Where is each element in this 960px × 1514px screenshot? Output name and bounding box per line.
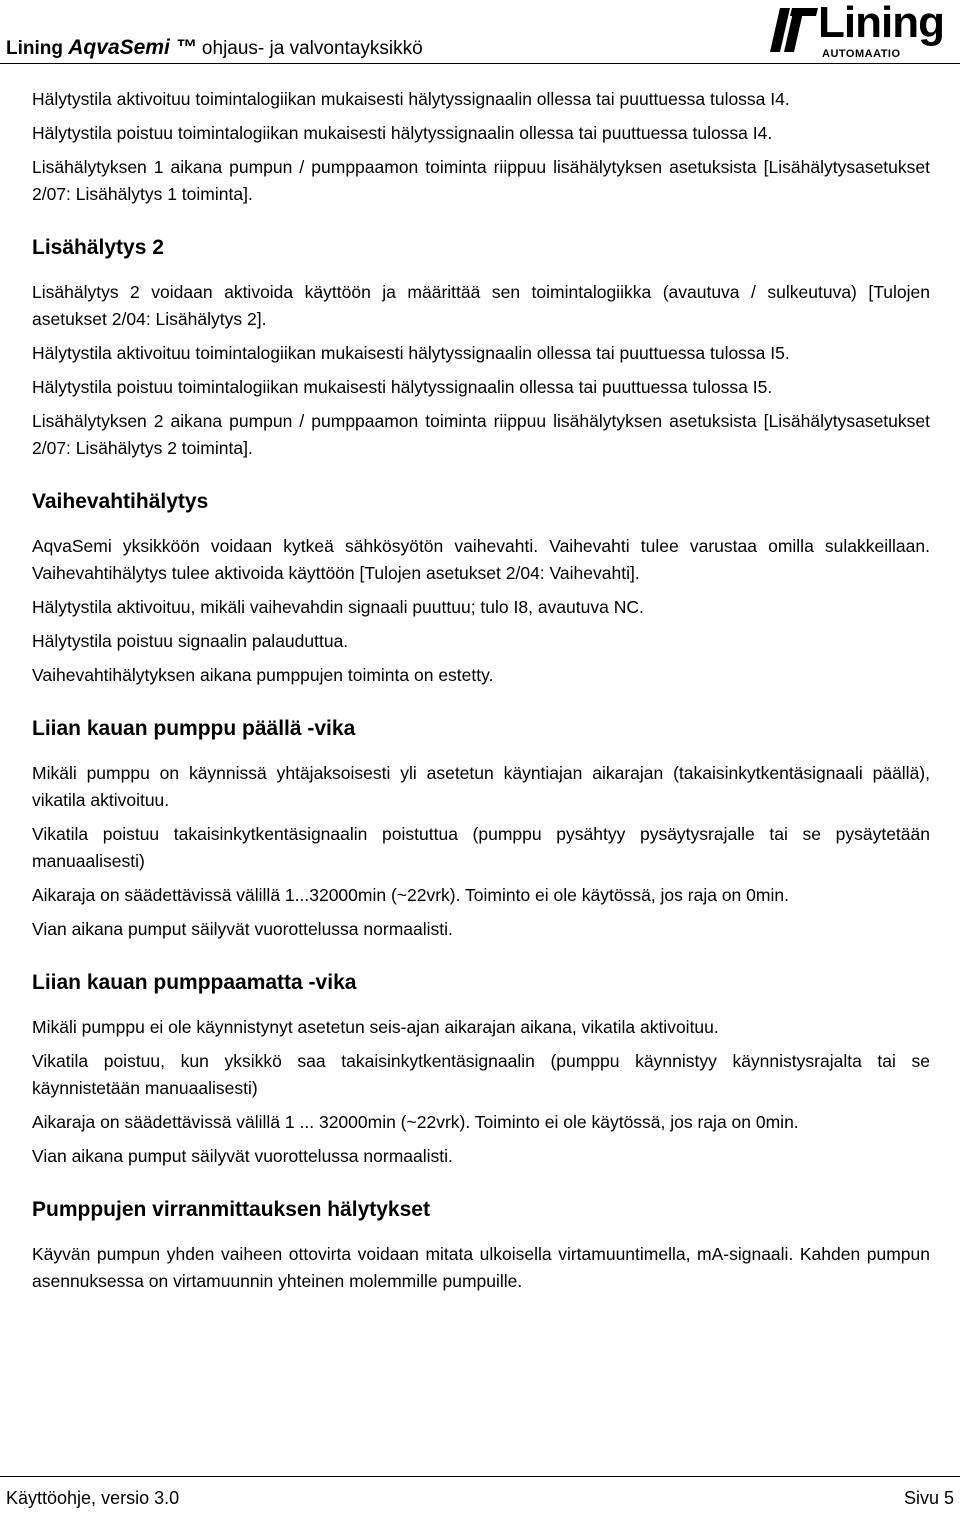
- header-title-brand: AqvaSemi ™: [68, 36, 197, 59]
- paragraph: Mikäli pumppu on käynnissä yhtäjaksoisesti yli asetetun käyntiajan aikarajan (takaisinkytkentäsignaali päällä), vikatila aktivoituu.: [32, 763, 930, 810]
- logo-word: Lining: [818, 0, 944, 47]
- paragraph: Lisähälytyksen 1 aikana pumpun / pumppaamon toiminta riippuu lisähälytyksen asetuksista [Lisähälytysasetukset 2/07: Lisähälytys 1 toiminta].: [32, 157, 930, 204]
- section-heading: Liian kauan pumppu päällä -vika: [32, 717, 356, 740]
- paragraph: Hälytystila aktivoituu toimintalogiikan mukaisesti hälytyssignaalin ollessa tai puuttuessa tulossa I5.: [32, 343, 790, 363]
- paragraph: Aikaraja on säädettävissä välillä 1...32000min (~22vrk). Toiminto ei ole käytössä, jos raja on 0min.: [32, 885, 789, 905]
- footer-version: Käyttöohje, versio 3.0: [6, 1488, 180, 1508]
- paragraph: Lisähälytyksen 2 aikana pumpun / pumppaamon toiminta riippuu lisähälytyksen asetuksista [Lisähälytysasetukset 2/07: Lisähälytys 2 toiminta].: [32, 411, 930, 458]
- paragraph: Käyvän pumpun yhden vaiheen ottovirta voidaan mitata ulkoisella virtamuuntimella, mA-signaali. Kahden pumpun asennuksessa on virtamuunnin yhteinen molemmille pumpuille.: [32, 1244, 930, 1291]
- paragraph: Vikatila poistuu, kun yksikkö saa takaisinkytkentäsignaalin (pumppu käynnistyy käynnistysrajalta tai se käynnistetään manuaalisesti): [32, 1051, 930, 1098]
- page-header: [0, 0, 960, 68]
- paragraph: Hälytystila aktivoituu, mikäli vaihevahdin signaali puuttuu; tulo I8, avautuva NC.: [32, 597, 644, 617]
- paragraph: Hälytystila poistuu toimintalogiikan mukaisesti hälytyssignaalin ollessa tai puuttuessa tulossa I5.: [32, 377, 773, 397]
- page-footer: [0, 1476, 960, 1514]
- paragraph: Vian aikana pumput säilyvät vuorottelussa normaalisti.: [32, 919, 453, 939]
- paragraph: AqvaSemi yksikköön voidaan kytkeä sähkösyötön vaihevahti. Vaihevahti tulee varustaa omilla sulakkeillaan. Vaihevahtihälytys tulee aktivoida käyttöön [Tulojen asetukset 2/04: Vaihevahti].: [32, 536, 930, 583]
- footer-page-number: Sivu 5: [903, 1488, 954, 1508]
- header-divider: [0, 63, 960, 64]
- paragraph: Vikatila poistuu takaisinkytkentäsignaalin poistuttua (pumppu pysähtyy pysäytysrajalle tai se pysäytetään manuaalisesti): [32, 824, 930, 871]
- lining-logo: [770, 0, 958, 62]
- paragraph: Vaihevahtihälytyksen aikana pumppujen toiminta on estetty.: [32, 665, 494, 685]
- section-heading: Pumppujen virranmittauksen hälytykset: [32, 1198, 430, 1221]
- document-body: [32, 86, 930, 1302]
- footer-divider: [0, 1476, 960, 1477]
- header-title: [6, 36, 423, 60]
- paragraph: Hälytystila poistuu signaalin palauduttua.: [32, 631, 349, 651]
- paragraph: Hälytystila poistuu toimintalogiikan mukaisesti hälytyssignaalin ollessa tai puuttuessa tulossa I4.: [32, 123, 773, 143]
- paragraph: Mikäli pumppu ei ole käynnistynyt asetetun seis-ajan aikarajan aikana, vikatila aktivoituu.: [32, 1017, 719, 1037]
- paragraph: Hälytystila aktivoituu toimintalogiikan mukaisesti hälytyssignaalin ollessa tai puuttuessa tulossa I4.: [32, 89, 790, 109]
- paragraph: Lisähälytys 2 voidaan aktivoida käyttöön ja määrittää sen toimintalogiikka (avautuva / sulkeutuva) [Tulojen asetukset 2/04: Lisähälytys 2].: [32, 282, 930, 329]
- lining-logo-mark-icon: [770, 8, 818, 52]
- logo-subtitle: AUTOMAATIO: [822, 48, 901, 60]
- section-heading: Liian kauan pumppaamatta -vika: [32, 971, 357, 994]
- header-title-rest: ohjaus- ja valvontayksikkö: [196, 38, 423, 59]
- section-heading: Vaihevahtihälytys: [32, 490, 209, 513]
- paragraph: Aikaraja on säädettävissä välillä 1 ... 32000min (~22vrk). Toiminto ei ole käytössä, jos raja on 0min.: [32, 1112, 799, 1132]
- paragraph: Vian aikana pumput säilyvät vuorottelussa normaalisti.: [32, 1146, 453, 1166]
- section-heading: Lisähälytys 2: [32, 236, 164, 259]
- header-title-prefix: Lining: [6, 38, 69, 59]
